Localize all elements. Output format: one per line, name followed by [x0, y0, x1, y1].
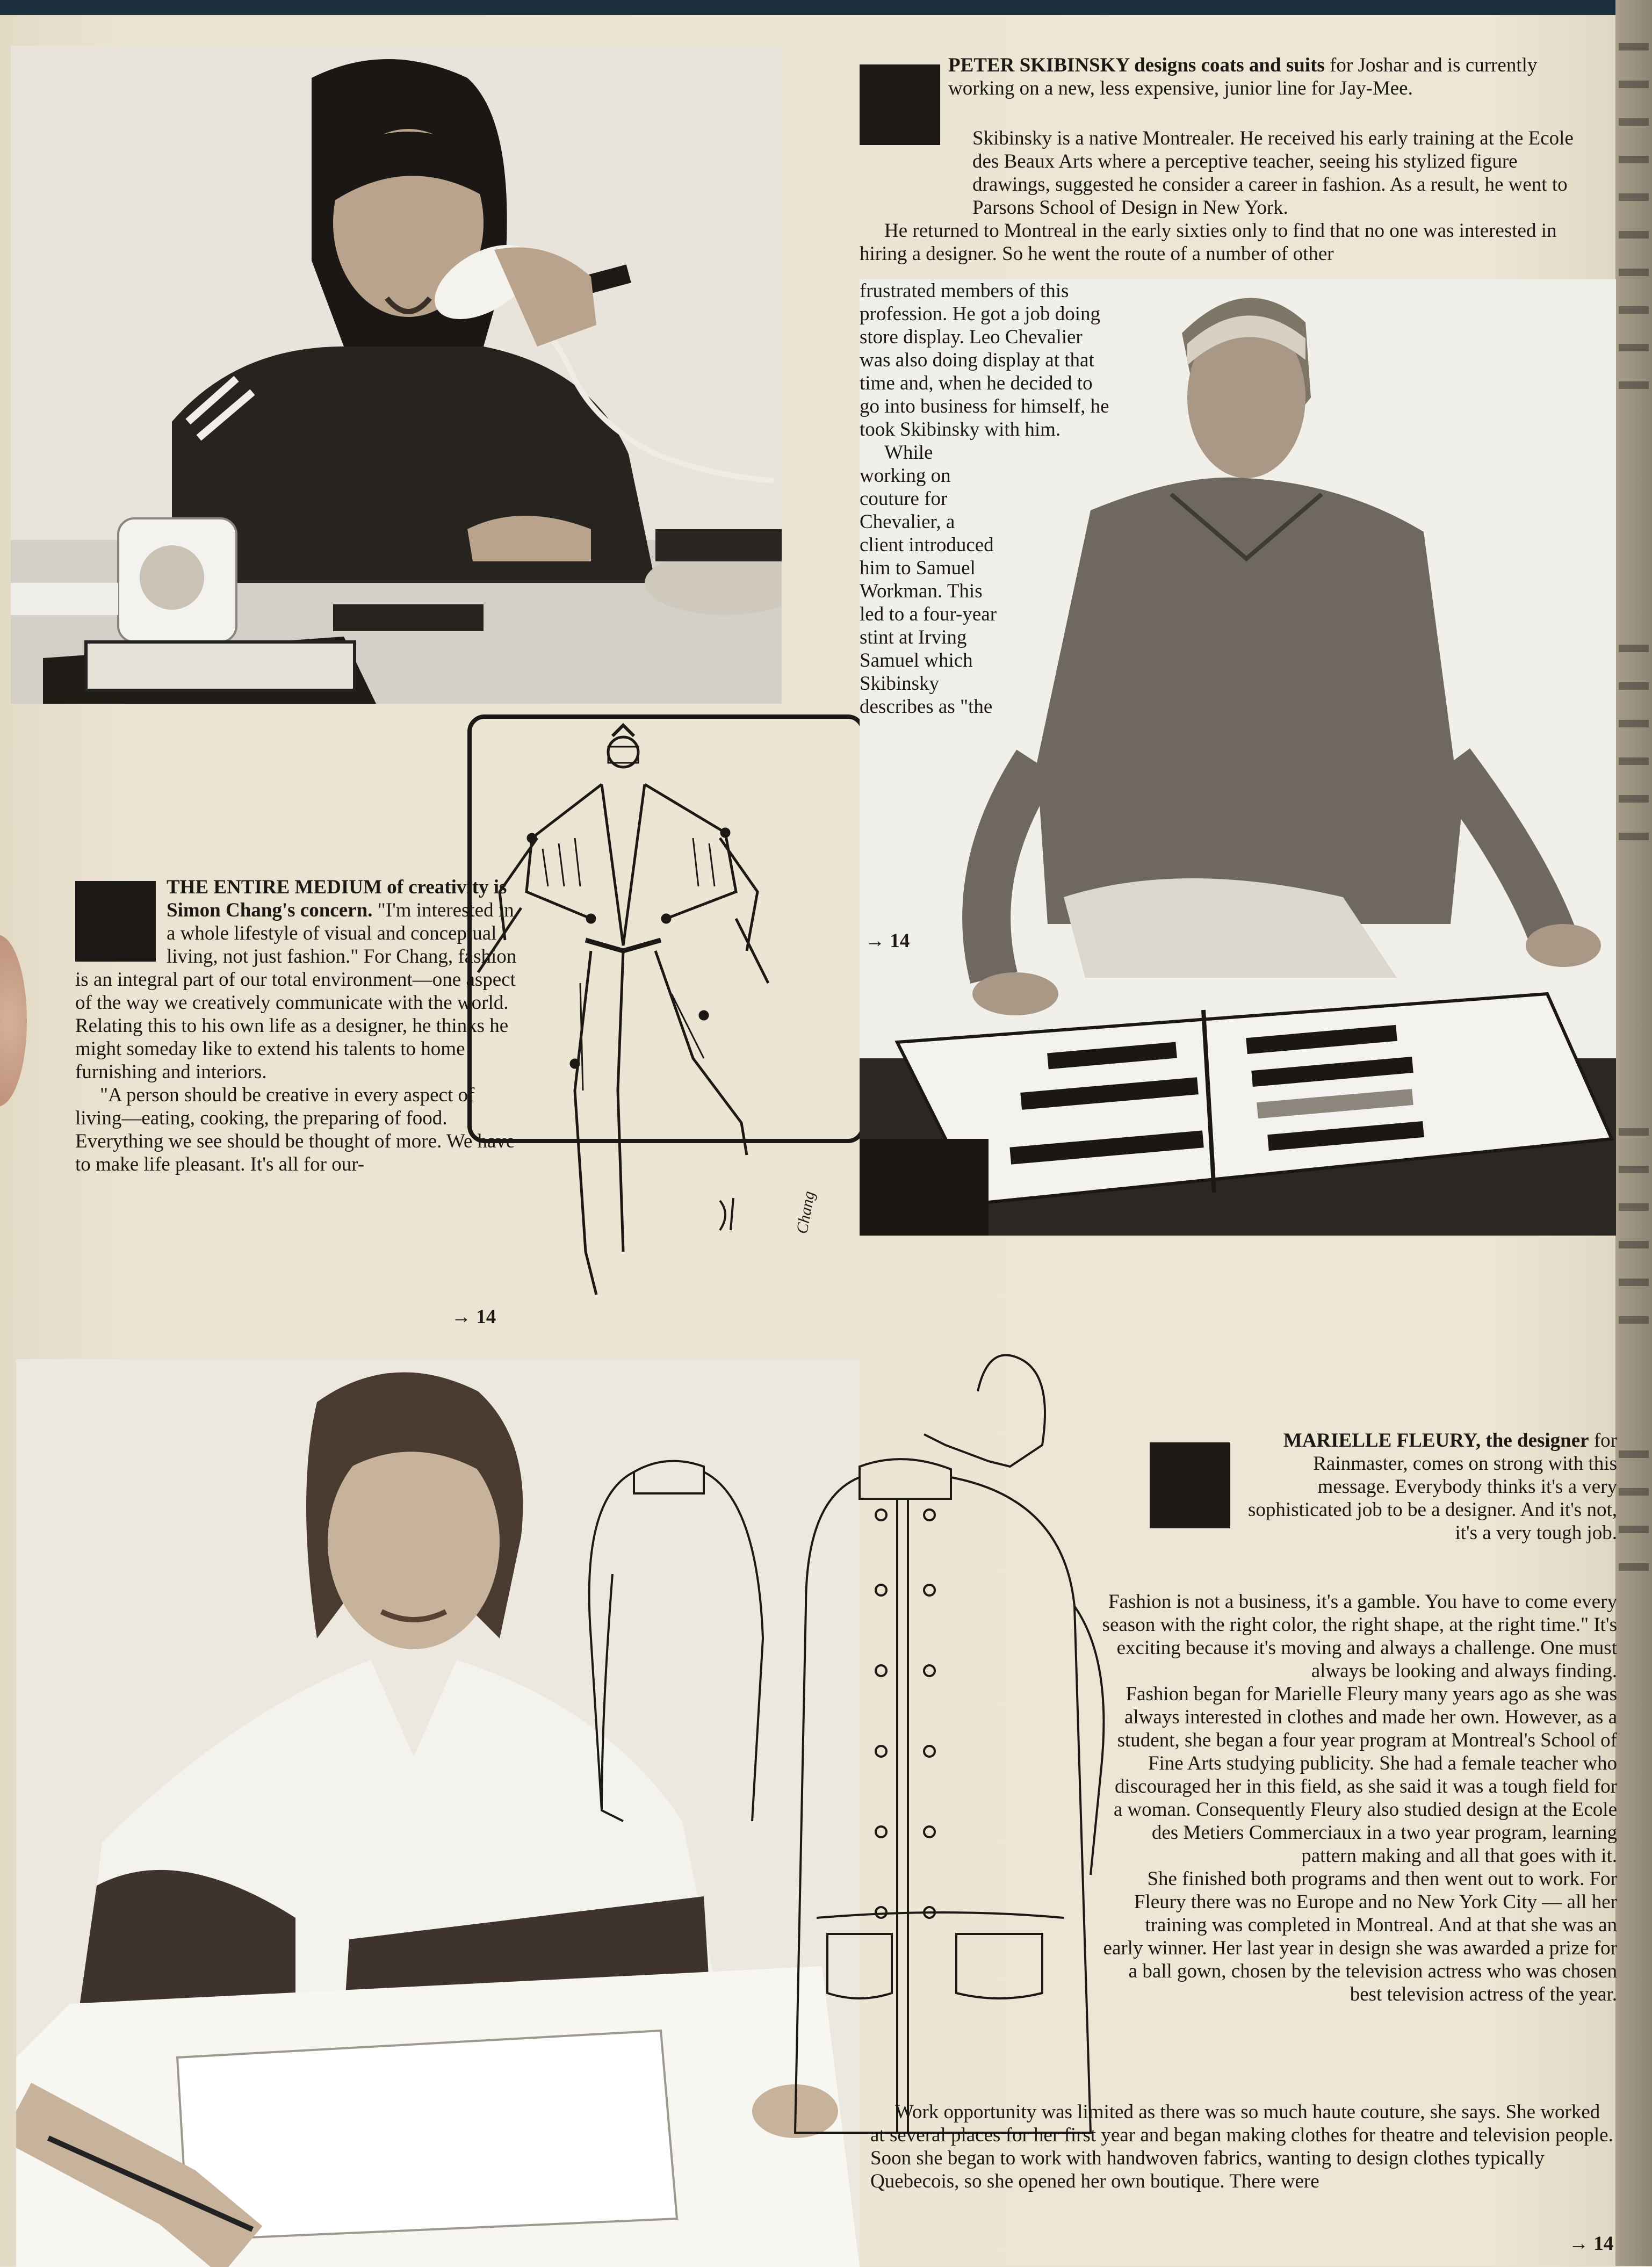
fleury-continued: → 14	[1569, 2233, 1614, 2255]
fleury-bottom	[870, 2100, 1617, 2193]
fleury-paragraph-1: for Rainmaster, comes on strong with this message. Everybody thinks it's a very sophisticated job to be a designer. And it's not, it's a very tough job.	[1248, 1429, 1617, 1544]
skibinsky-body	[860, 127, 1596, 265]
sketch-fleury-coat	[580, 1338, 1117, 2138]
skibinsky-continued: → 14	[865, 930, 910, 952]
fleury-paragraph-3: Fashion began for Marielle Fleury many years ago as she was always interested in clothes and made her own. However, as a student, she began a four year program at Montreal's School of Fine Arts studying publicity. She had a female teacher who discouraged her in this field, as she said it was a tough field for a woman. Consequently Fleury also studied design at the Ecole des Metiers Commerciaux in a two year program, learning pattern making and all that goes with it.	[1113, 1683, 1617, 1867]
photo-simon-chang	[11, 46, 782, 704]
chang-lead: THE ENTIRE MEDIUM of creativity is Simon Chang's concern.	[167, 876, 507, 921]
page-top-edge	[0, 0, 1652, 15]
skibinsky-intro-rest: for Joshar and is currently working on a new, less expensive, junior line for Jay-Mee.	[948, 54, 1538, 99]
fleury-section-marker	[1150, 1442, 1230, 1528]
skibinsky-paragraph-3: He returned to Montreal in the early sixties only to find that no one was interested in hiring a designer. So he went the route of a number of other	[860, 220, 1557, 265]
fleury-body	[1101, 1590, 1617, 2006]
fleury-paragraph-5: Work opportunity was limited as there was so much haute couture, she says. She worked at several places for her first year and began making clothes for theatre and television people. Soon she began to work with handwoven fabrics, wanting to design clothes typically Quebecois, so she opened her own boutique. There were	[870, 2101, 1613, 2192]
skibinsky-paragraph-2: Skibinsky is a native Montrealer. He received his early training at the Ecole des Beaux Arts where a perceptive teacher, seeing his stylized figure drawings, suggested he consider a career in fashion. As a result, he went to Parsons School of Design in New York.	[972, 127, 1574, 219]
skibinsky-paragraph-4: While working on couture for Chevalier, a client introduced him to Samuel Workman. This led to a four-year stint at Irving Samuel which Skibinsky describes as "the	[860, 442, 997, 718]
fleury-paragraph-4: She finished both programs and then went out to work. For Fleury there was no Europe and no New York City — all her training was completed in Montreal. And at that she was an early winner. Her last year in design she was awarded a prize for a ball gown, chosen by the television actress who was chosen best television actress of the year.	[1103, 1868, 1617, 2005]
skibinsky-intro	[948, 54, 1566, 100]
fleury-paragraph-2: Fashion is not a business, it's a gamble. You have to come every season with the right color, the right shape, at the right time." It's exciting because it's moving and always a challenge. One must always be looking and always finding.	[1102, 1591, 1617, 1682]
sketch-signature: Chang	[793, 1189, 818, 1236]
sketch-chang-figure	[467, 714, 865, 1305]
adjacent-page-strip	[1615, 0, 1652, 2266]
chang-article	[75, 876, 521, 1176]
skibinsky-narrow-column	[860, 279, 1112, 718]
fleury-lead-block	[1241, 1429, 1617, 1544]
chang-paragraph-2: "A person should be creative in every aspect of living—eating, cooking, the preparing of food. Everything we see should be thought of more. We have to make life pleasant. It's all for our-	[75, 1084, 515, 1175]
skibinsky-paragraph-3-cont: frustrated members of this profession. He got a job doing store display. Leo Chevalier was also doing display at that time and, when he decided to go into business for himself, he took Skibinsky with him.	[860, 280, 1109, 441]
chang-continued: → 14	[451, 1306, 496, 1328]
fleury-lead: MARIELLE FLEURY, the designer	[1283, 1429, 1589, 1452]
chang-paragraph-1: "I'm interested in a whole lifestyle of visual and conceptual living, not just fashion." For Chang, fashion is an integral part of our total environment—one aspect of the way we creatively communicate with the world. Relating this to his own life as a designer, he thinks he might someday like to extend his talents to home furnishing and interiors.	[75, 899, 517, 1083]
skibinsky-lead: PETER SKIBINSKY designs coats and suits	[948, 54, 1325, 76]
